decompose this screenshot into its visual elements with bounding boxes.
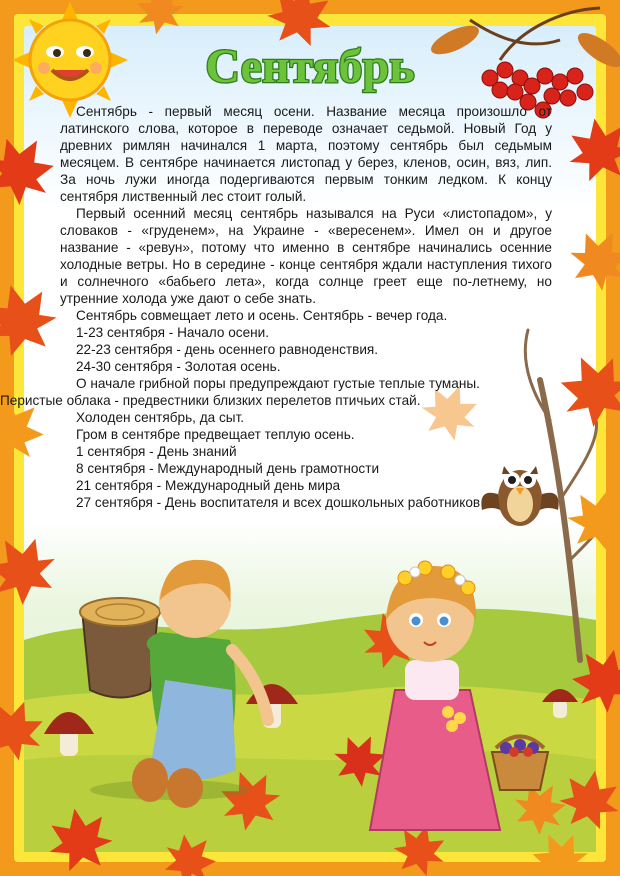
tree-stump-icon <box>80 598 160 698</box>
paragraph: Перистые облака - предвестники близких перелетов птичьих стай. <box>0 393 421 408</box>
paragraph: О начале грибной поры предупреждают густые теплые туманы. <box>76 376 480 391</box>
proverb: Гром в сентябре предвещает теплую осень. <box>76 427 355 442</box>
date-line: 1-23 сентября - Начало осени. <box>76 325 270 340</box>
holiday-line: 27 сентября - День воспитателя и всех дошкольных работников <box>76 495 481 510</box>
proverb: Холоден сентябрь, да сыт. <box>76 410 245 425</box>
holiday-line: 1 сентября - День знаний <box>76 444 237 459</box>
article-text <box>0 103 552 511</box>
holiday-line: 8 сентября - Международный день грамотности <box>76 461 380 476</box>
holiday-line: 21 сентября - Международный день мира <box>76 478 341 493</box>
paragraph: Сентябрь совмещает лето и осень. Сентябрь - вечер года. <box>76 308 448 323</box>
title-text: Сентябрь <box>205 40 415 93</box>
date-line: 24-30 сентября - Золотая осень. <box>76 359 281 374</box>
page-title <box>150 30 470 100</box>
paragraph: Сентябрь - первый месяц осени. Название месяца произошло от латинского слова, которое в переводе означает седьмой. Новый Год у древних римлян начинался 1 марта, поэтому сентябрь был седьмым месяцем. В сентябре начинается листопад у берез, кленов, осин, вяз, лип. За ночь лужи иногда подергиваются первым тонким ледком. К концу сентября лиственный лес стоит голый. <box>60 104 552 204</box>
date-line: 22-23 сентября - день осеннего равноденствия. <box>76 342 379 357</box>
paragraph: Первый осенний месяц сентябрь назывался на Руси «листопадом», у словаков - «груденем», на Украине - «вересенем». Имел он и другое название - «ревун», потому что именно в сентябре начинались осенние холодные ветры. Но в середине - конце сентября ждали наступления тихого и солнечного «бабьего лета», когда солнце греет еще по-летнему, но утренние холода уже дают о себе знать. <box>60 206 552 306</box>
sun-icon <box>12 2 128 118</box>
basket-icon <box>492 737 548 791</box>
